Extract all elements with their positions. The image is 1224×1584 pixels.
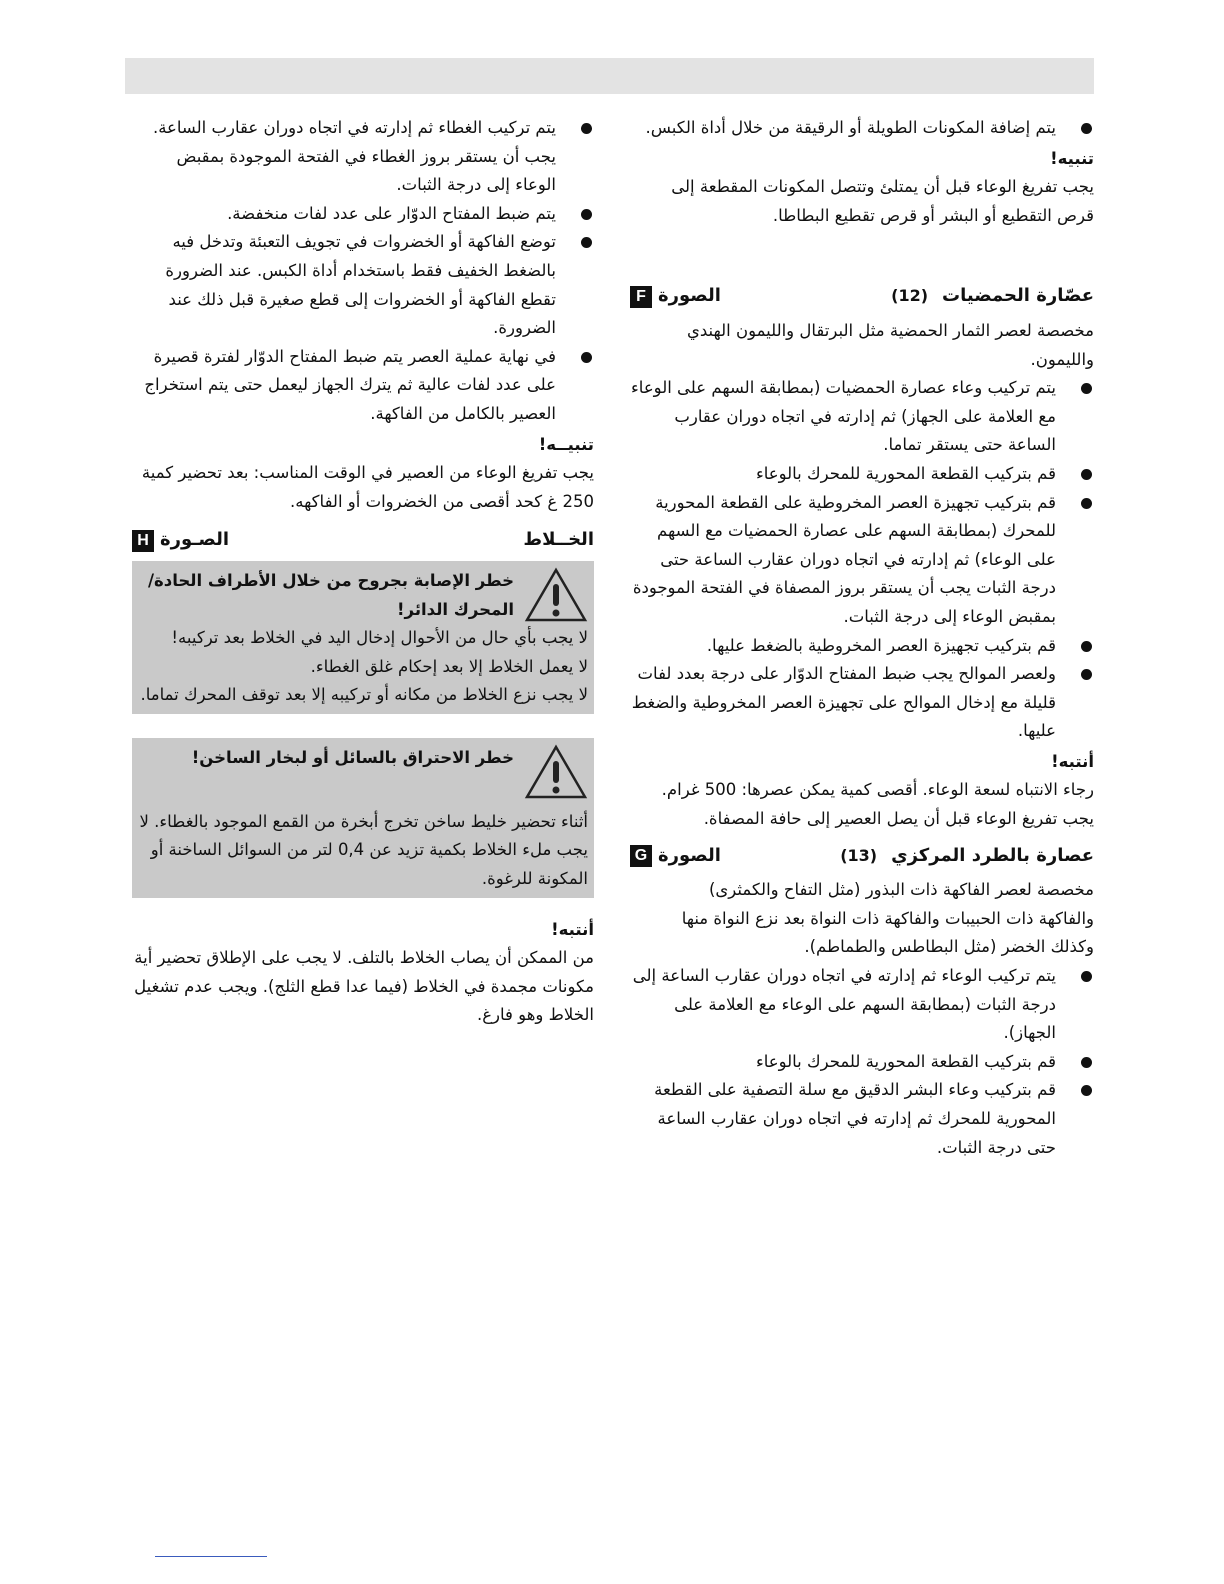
- warning-line: لا يجب نزع الخلاط من مكانه أو تركيبه إلا بعد توقف المحرك تماما.: [140, 685, 588, 705]
- list-item: [132, 114, 594, 200]
- note-text: من الممكن أن يصاب الخلاط بالتلف. لا يجب على الإطلاق تحضير أية مكونات مجمدة في الخلاط (فيما عدا قطع الثلج). ويجب عدم تشغيل الخلاط وهو فارغ.: [134, 948, 594, 1025]
- warning-triangle-icon: [524, 744, 588, 800]
- figure-letter-badge: F: [630, 286, 652, 308]
- left-column: [132, 114, 594, 1030]
- section-number: (13): [840, 845, 878, 865]
- note-heading: أنتبه!: [551, 919, 594, 939]
- right-column: [630, 114, 1094, 1162]
- list-item: [132, 228, 594, 342]
- list-item: [630, 660, 1094, 746]
- bullet-icon: [1081, 498, 1092, 509]
- list-item: [630, 374, 1094, 460]
- warning-text: أثناء تحضير خليط ساخن تخرج أبخرة من القمع الموجود بالغطاء. لا يجب ملء الخلاط بكمية تزيد عن 0,4 لتر من السوائل الساخنة أو المكونة للرغوة.: [139, 811, 588, 889]
- footer-rule: [155, 1556, 267, 1557]
- section-title: عصّارة الحمضيات: [942, 285, 1094, 307]
- figure-ref: [630, 282, 721, 311]
- list-item-text: يتم تركيب وعاء عصارة الحمضيات (بمطابقة السهم على الوعاء مع العلامة على الجهاز) ثم إدارته في اتجاه دوران عقارب الساعة حتى يستقر تماما.: [631, 378, 1056, 455]
- bullet-icon: [1081, 383, 1092, 394]
- section-heading-citrus: [630, 282, 1094, 311]
- note-text: يجب تفريغ الوعاء قبل أن يصل العصير إلى حافة المصفاة.: [703, 809, 1094, 829]
- list-item-text: يتم تركيب الوعاء ثم إدارته في اتجاه دوران عقارب الساعة إلى درجة الثبات (بمطابقة السهم على الوعاء مع العلامة على الجهاز).: [632, 966, 1056, 1043]
- list-item: [132, 200, 594, 229]
- warning-line: لا يعمل الخلاط إلا بعد إحكام غلق الغطاء.: [310, 656, 588, 676]
- bullet-list: [132, 114, 594, 429]
- list-item-text: قم بتركيب تجهيزة العصر المخروطية بالضغط عليها.: [706, 635, 1056, 655]
- list-item: [630, 1076, 1094, 1162]
- warning-box-cut: [132, 561, 594, 714]
- list-item: [630, 489, 1094, 632]
- note-heading: أنتبه!: [1051, 751, 1094, 771]
- figure-ref: [630, 842, 721, 871]
- note-text: يجب تفريغ الوعاء قبل أن يمتلئ وتتصل المكونات المقطعة إلى قرص التقطيع أو البشر أو قرص تقطيع البطاطا.: [671, 177, 1094, 225]
- list-item-text: قم بتركيب القطعة المحورية للمحرك بالوعاء: [755, 463, 1056, 483]
- section-intro: مخصصة لعصر الثمار الحمضية مثل البرتقال والليمون الهندي والليمون.: [686, 320, 1094, 369]
- note-text: يجب تفريغ الوعاء من العصير في الوقت المناسب: بعد تحضير كمية 250 غ كحد أقصى من الخضروات أو الفاكهه.: [141, 463, 594, 511]
- bullet-list: [630, 114, 1094, 143]
- bullet-icon: [581, 352, 592, 363]
- note-text: رجاء الانتباه لسعة الوعاء. أقصى كمية يمكن عصرها: 500 غرام.: [661, 780, 1094, 800]
- list-item: [630, 632, 1094, 661]
- figure-letter-badge: G: [630, 845, 652, 867]
- header-bar: [125, 58, 1094, 94]
- list-item-text: توضع الفاكهة أو الخضروات في تجويف التعبئة وتدخل فيه بالضغط الخفيف فقط باستخدام أداة الكبس. عند الضرورة تقطع الفاكهة أو الخضروات إلى قطع صغيرة قبل ذلك عند الضرورة.: [165, 232, 556, 338]
- figure-letter-badge: H: [132, 530, 154, 552]
- figure-label: الصورة: [658, 844, 721, 866]
- bullet-list: [630, 374, 1094, 746]
- warning-box-burn: [132, 738, 594, 898]
- list-item-text: يتم ضبط المفتاح الدوّار على عدد لفات منخفضة.: [227, 203, 556, 223]
- figure-ref: [132, 526, 229, 555]
- warning-heading: خطر الاحتراق بالسائل أو لبخار الساخن!: [191, 747, 514, 767]
- section-number: (12): [891, 286, 929, 306]
- list-item-text: ولعصر الموالح يجب ضبط المفتاح الدوّار على درجة بعدد لفات قليلة مع إدخال الموالح على تجهيزة العصر المخروطية والضغط عليها.: [631, 664, 1056, 741]
- warning-triangle-icon: [524, 567, 588, 623]
- bullet-icon: [581, 237, 592, 248]
- list-item-text: قم بتركيب وعاء البشر الدقيق مع سلة التصفية على القطعة المحورية للمحرك ثم إدارته في اتجاه دوران عقارب الساعة حتى درجة الثبات.: [654, 1080, 1056, 1157]
- list-item: [630, 1048, 1094, 1077]
- bullet-icon: [1081, 1085, 1092, 1096]
- bullet-icon: [1081, 971, 1092, 982]
- figure-label: الصـورة: [160, 529, 230, 551]
- list-item: [630, 460, 1094, 489]
- list-item-text: قم بتركيب القطعة المحورية للمحرك بالوعاء: [755, 1051, 1056, 1071]
- warning-line: لا يجب بأي حال من الأحوال إدخال اليد في الخلاط بعد تركيبه!: [171, 628, 588, 648]
- section-intro: مخصصة لعصر الفاكهة ذات البذور (مثل التفاح والكمثرى) والفاكهة ذات الحبيبات والفاكهة ذات النواة بعد نزع النواة منها وكذلك الخضر (مثل البطاطس والطماطم).: [681, 880, 1094, 957]
- section-heading-centrifugal: [630, 842, 1094, 871]
- section-title: عصارة بالطرد المركزي: [891, 844, 1094, 866]
- bullet-icon: [581, 123, 592, 134]
- bullet-icon: [1081, 641, 1092, 652]
- bullet-list: [630, 962, 1094, 1162]
- list-item: [132, 343, 594, 429]
- note-heading: تنبيه!: [1050, 148, 1094, 168]
- list-item-text: في نهاية عملية العصر يتم ضبط المفتاح الدوّار لفترة قصيرة على عدد لفات عالية ثم يترك الجهاز ليعمل حتى يتم استخراج العصير بالكامل من الفاكهة.: [144, 346, 556, 423]
- list-item-text: يتم تركيب الغطاء ثم إدارته في اتجاه دوران عقارب الساعة. يجب أن يستقر بروز الغطاء في الفتحة الموجودة بمقبض الوعاء إلى درجة الثبات.: [152, 118, 556, 195]
- list-item: [630, 114, 1094, 143]
- bullet-icon: [1081, 123, 1092, 134]
- warning-heading: خطر الإصابة بجروح من خلال الأطراف الحادة/ المحرك الدائر!: [147, 570, 514, 619]
- bullet-icon: [581, 209, 592, 220]
- list-item: [630, 962, 1094, 1048]
- note-heading: تنبيــه!: [538, 434, 594, 454]
- section-heading-blender: [132, 526, 594, 555]
- section-title: الخــلاط: [523, 529, 594, 551]
- bullet-icon: [1081, 1057, 1092, 1068]
- figure-label: الصورة: [658, 285, 721, 307]
- bullet-icon: [1081, 469, 1092, 480]
- list-item-text: يتم إضافة المكونات الطويلة أو الرقيقة من خلال أداة الكبس.: [645, 118, 1056, 137]
- list-item-text: قم بتركيب تجهيزة العصر المخروطية على القطعة المحورية للمحرك (بمطابقة السهم على عصارة الحمضيات مع السهم على الوعاء) ثم إدارته في اتجاه دوران عقارب الساعة حتى درجة الثبات يجب أن يستقر بروز المصفاة في الفتحة الموجودة بمقبض الوعاء إلى درجة الثبات.: [632, 492, 1056, 626]
- bullet-icon: [1081, 669, 1092, 680]
